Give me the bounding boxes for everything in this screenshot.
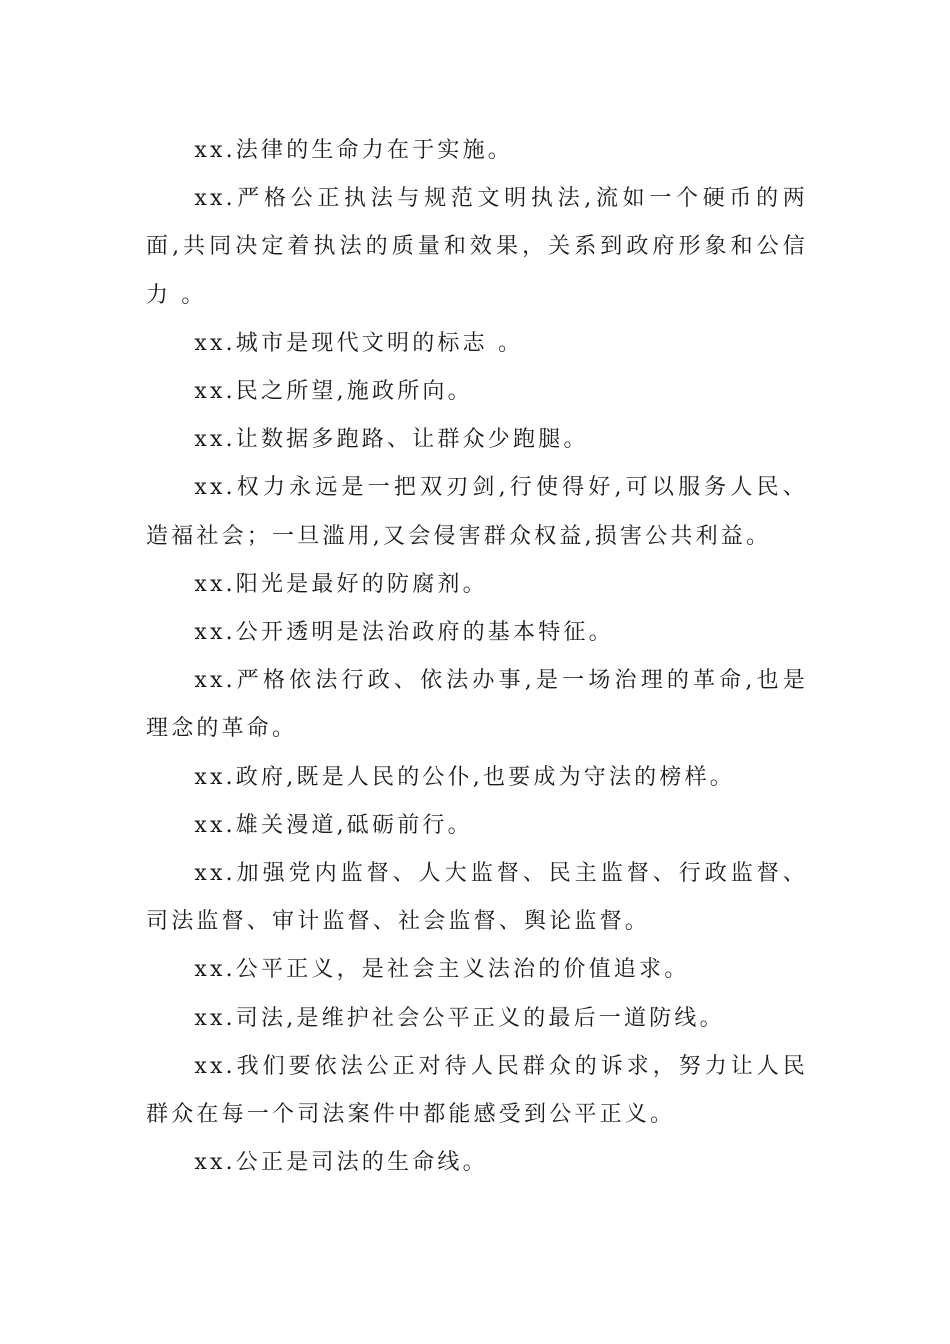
paragraph: xx.阳光是最好的防腐剂。: [194, 571, 488, 597]
paragraph: xx.公平正义，是社会主义法治的价值追求。: [194, 957, 690, 983]
paragraph: xx.公开透明是法治政府的基本特征。: [194, 620, 614, 646]
paragraph: xx.我们要依法公正对待人民群众的诉求，努力让人民群众在每一个司法案件中都能感受到公平正义。: [146, 1053, 808, 1128]
paragraph: xx.严格依法行政、依法办事,是一场治理的革命,也是理念的革命。: [146, 668, 808, 742]
paragraph: xx.政府,既是人民的公仆,也要成为守法的榜样。: [194, 764, 735, 790]
paragraph: xx.城市是现代文明的标志 。: [194, 330, 524, 356]
paragraph: xx.严格公正执法与规范文明执法,流如一个硬币的两面,共同决定着执法的质量和效果，关系到政府形象和公信力 。: [146, 186, 808, 308]
document-body: [146, 127, 808, 1187]
paragraph: xx.公正是司法的生命线。: [194, 1150, 488, 1176]
paragraph: xx.加强党内监督、人大监督、民主监督、行政监督、司法监督、审计监督、社会监督、舆论监督。: [146, 861, 808, 935]
paragraph: xx.雄关漫道,砥砺前行。: [194, 812, 473, 838]
paragraph: xx.司法,是维护社会公平正义的最后一道防线。: [194, 1005, 725, 1031]
paragraph: xx.法律的生命力在于实施。: [194, 138, 513, 163]
paragraph: xx.让数据多跑路、让群众少跑腿。: [194, 427, 589, 453]
paragraph: xx.权力永远是一把双刃剑,行使得好,可以服务人民、造福社会；一旦滥用,又会侵害群众权益,损害公共利益。: [146, 475, 808, 549]
paragraph: xx.民之所望,施政所向。: [194, 379, 473, 405]
